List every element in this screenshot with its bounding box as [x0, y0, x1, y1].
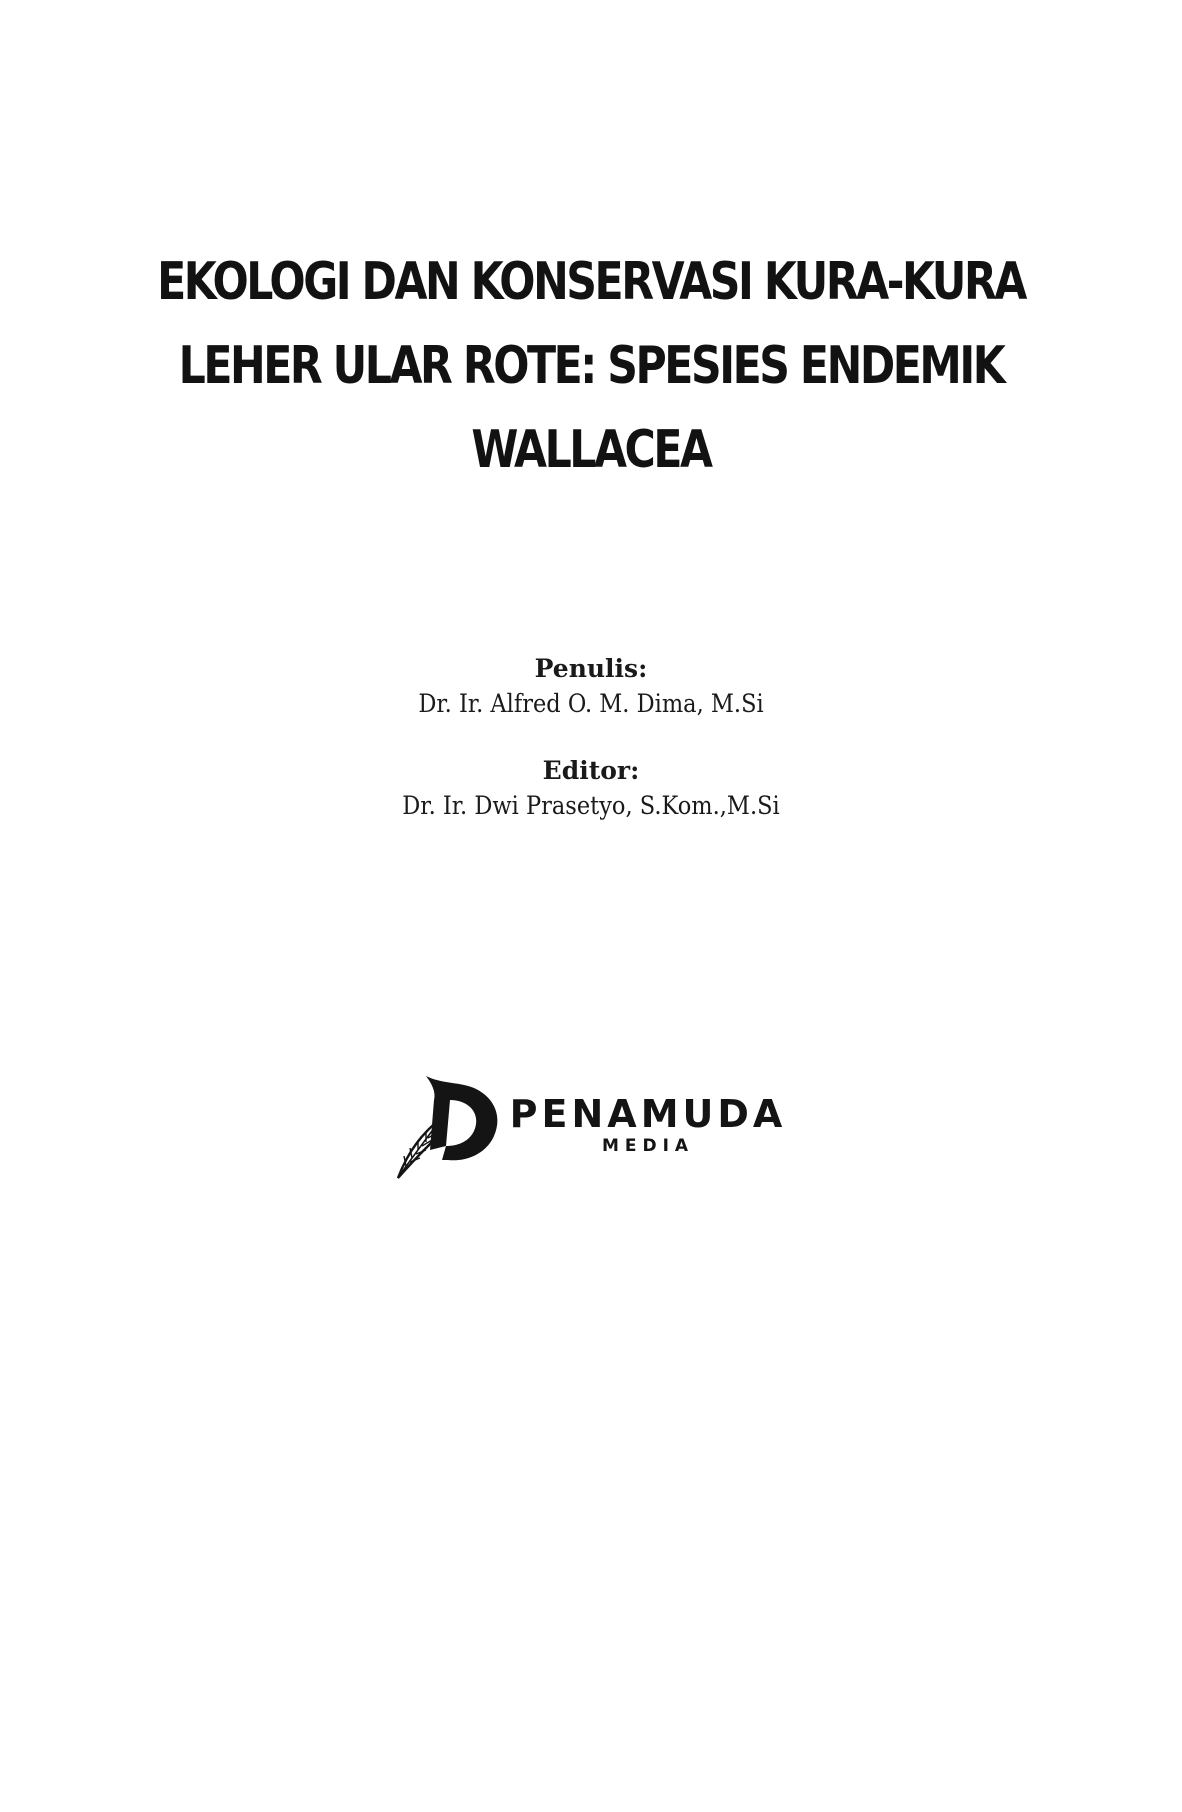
author-name: Dr. Ir. Alfred O. M. Dima, M.Si [418, 689, 764, 718]
quill-d-logo-icon [390, 1070, 510, 1182]
author-role-label: Penulis: [534, 654, 648, 683]
publisher-name: PENAMUDA [509, 1092, 787, 1136]
publisher-logo [390, 1070, 810, 1182]
title-line-3: WALLACEA [471, 420, 711, 480]
title-line-2: LEHER ULAR ROTE: SPESIES ENDEMIK [178, 336, 1004, 396]
credits [0, 652, 1182, 824]
editor-role-label: Editor: [542, 756, 640, 785]
title-line-1: EKOLOGI DAN KONSERVASI KURA-KURA [157, 252, 1025, 312]
publisher-subtitle: MEDIA [601, 1136, 695, 1156]
editor-name: Dr. Ir. Dwi Prasetyo, S.Kom.,M.Si [402, 791, 780, 820]
publisher-wordmark [498, 1092, 798, 1156]
book-title [0, 240, 1182, 492]
